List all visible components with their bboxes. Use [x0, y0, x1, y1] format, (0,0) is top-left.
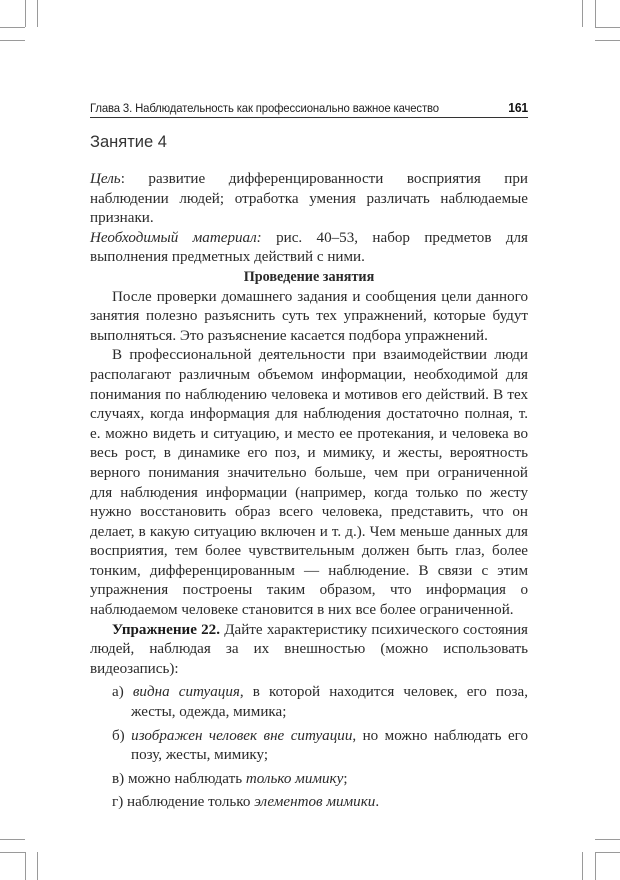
crop-mark-bottom-left-h2 — [0, 852, 25, 853]
crop-mark-top-right-outer — [595, 0, 596, 27]
item-text: , но можно наблюдать его позу, жесты, мимику; — [131, 727, 529, 764]
list-item — [90, 770, 528, 790]
item-text: можно наблюдать — [127, 770, 246, 787]
lesson-title: Занятие 4 — [90, 133, 167, 151]
crop-mark-top-left-h1 — [0, 27, 25, 28]
item-italic: изображен человек вне ситуации — [131, 727, 353, 744]
paragraph: В профессиональной деятельности при взаимодействии люди располагают различным объемом информации, необходимой для понимания по наблюдению человека и мотивов его действий. В тех случаях, когда информация для наблюдения достаточно полная, т. е. можно видеть и ситуацию, и место ее протекания, и человека во весь рост, в динамике его поз, и мимику, и жесты, вероятность верного понимания значительно больше, чем при ограниченной для наблюдения информации (например, когда только по жесту нужно восстановить образ всего человека, представить, что он делает, в какую ситуацию включен и т. д.). Чем меньше данных для восприятия, тем более чувствительным должен быть глаз, более тонким, дифференцированным — наблюдение. В связи с этим упражнения построены таким образом, что информация о наблюдаемом человеке становится в них все более ограниченной. — [90, 347, 528, 619]
goal-text: : развитие дифференцированности восприятия при наблюдении людей; отработка умения различать наблюдаемые признаки. — [90, 171, 528, 227]
crop-mark-top-left-outer — [25, 0, 26, 27]
item-marker: в) — [112, 770, 128, 787]
list-item — [90, 727, 528, 766]
item-marker: б) — [112, 727, 132, 744]
chapter-title: Глава 3. Наблюдательность как профессионально важное качество — [90, 101, 439, 115]
item-text: наблюдение только — [127, 794, 255, 811]
page-number: 161 — [508, 100, 529, 115]
exercise-items — [90, 683, 528, 813]
crop-mark-top-right-inner — [582, 0, 583, 27]
page-body — [90, 170, 528, 813]
lesson-goal — [90, 170, 528, 229]
lesson-material — [90, 229, 528, 268]
item-text: , в которой находится человек, его поза, жесты, одежда, мимика; — [131, 684, 528, 721]
section-heading: Проведение занятия — [243, 268, 375, 285]
crop-mark-bottom-right-outer — [595, 852, 596, 880]
item-marker: г) — [112, 794, 127, 811]
crop-mark-bottom-left-h1 — [0, 839, 25, 840]
crop-mark-bottom-left-outer — [25, 852, 26, 880]
item-marker: а) — [112, 684, 133, 701]
crop-mark-top-right-h2 — [595, 40, 620, 41]
crop-mark-top-right-h1 — [595, 27, 620, 28]
crop-mark-top-left-h2 — [0, 40, 25, 41]
crop-mark-bottom-right-inner — [582, 852, 583, 880]
item-italic: видна ситуация — [132, 684, 240, 701]
crop-mark-top-left-inner — [37, 0, 38, 27]
exercise-text: Дайте характеристику психического состояния людей, наблюдая за их внешностью (можно использовать видеозапись): — [90, 621, 528, 677]
item-italic: только мимику — [245, 770, 344, 787]
paragraph: После проверки домашнего задания и сообщения цели данного занятия полезно разъяснить суть тех упражнений, которые будут выполняться. Это разъяснение касается подбора упражнений. — [90, 288, 528, 344]
running-head — [90, 101, 528, 118]
item-text: . — [375, 794, 380, 811]
crop-mark-bottom-right-h1 — [595, 839, 620, 840]
crop-mark-bottom-right-h2 — [595, 852, 620, 853]
item-italic: элементов мимики — [254, 794, 376, 811]
crop-mark-bottom-left-inner — [37, 852, 38, 880]
exercise-label: Упражнение 22. — [112, 621, 220, 638]
exercise-intro — [90, 621, 528, 680]
item-text: ; — [343, 770, 348, 787]
material-text: рис. 40–53, набор предметов для выполнения предметных действий с ними. — [90, 229, 529, 266]
material-label: Необходимый материал: — [90, 229, 262, 246]
goal-label: Цель — [90, 171, 121, 187]
list-item — [90, 793, 528, 813]
list-item — [90, 683, 528, 722]
